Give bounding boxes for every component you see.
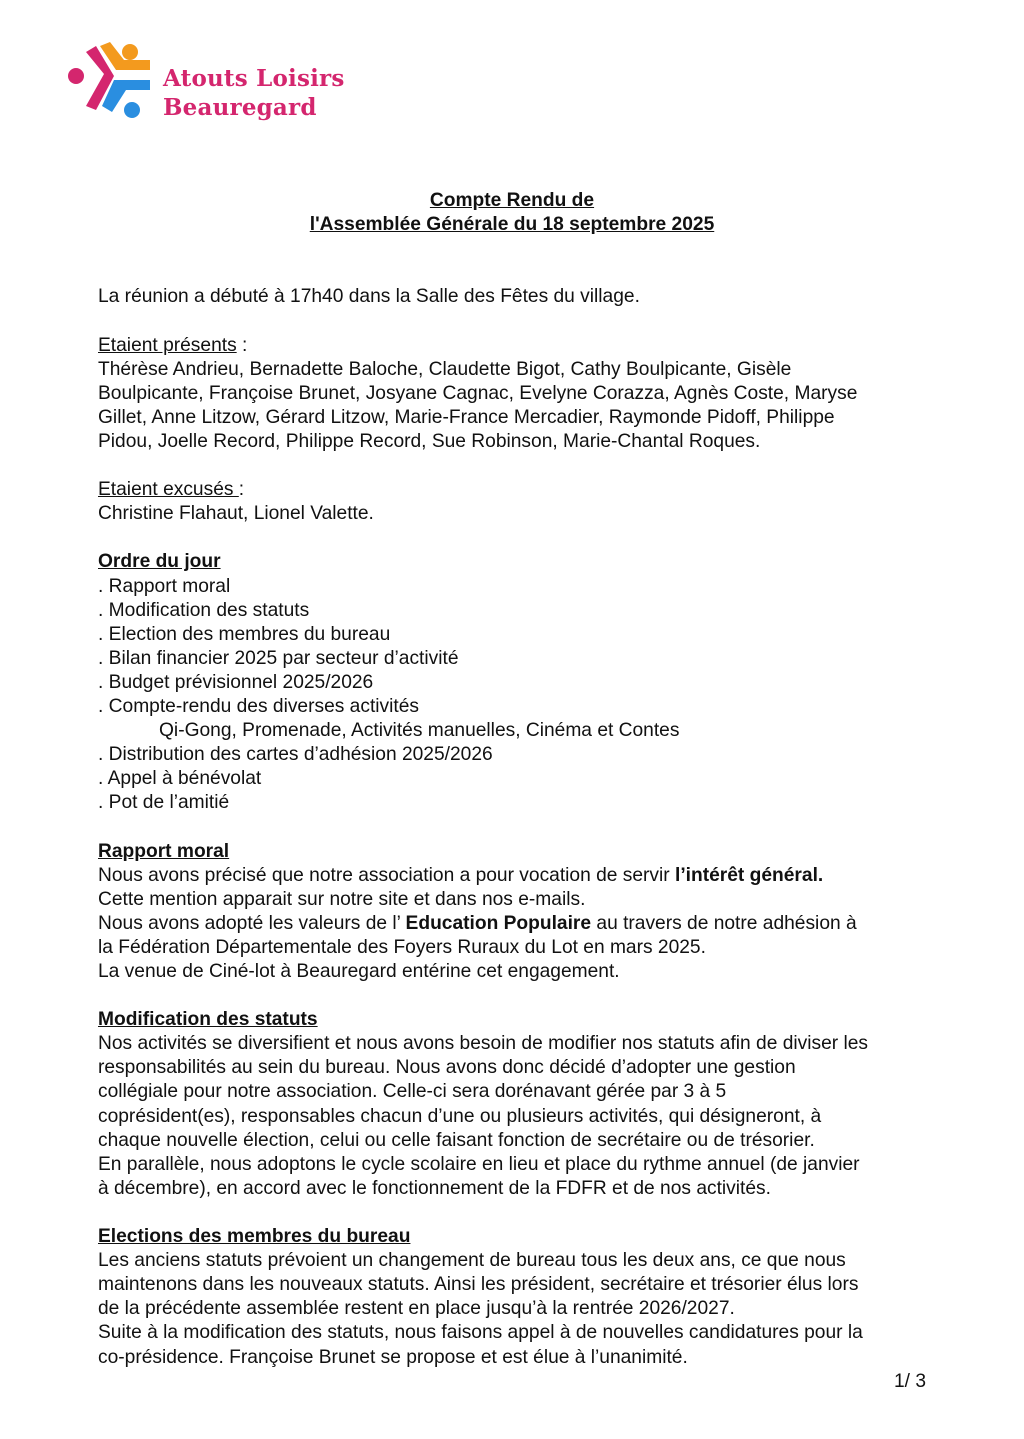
- agenda-item: . Pot de l’amitié: [98, 792, 230, 814]
- agenda-item: . Rapport moral: [98, 575, 231, 597]
- intro-text: La réunion a débuté à 17h40 dans la Salle des Fêtes du village.: [98, 286, 640, 308]
- elections-line: Les anciens statuts prévoient un changement de bureau tous les deux ans, ce que nous: [98, 1250, 846, 1272]
- excuses-label: Etaient excusés: [98, 479, 239, 501]
- statuts-line: chaque nouvelle élection, celui ou celle faisant fonction de secrétaire ou de trésorier.: [98, 1129, 815, 1151]
- logo-line-2: Beauregard: [163, 94, 317, 121]
- presents-label: Etaient présents: [98, 334, 237, 356]
- agenda-item: . Compte-rendu des diverses activités: [98, 695, 419, 717]
- agenda-item: . Election des membres du bureau: [98, 623, 391, 645]
- agenda-item: . Budget prévisionnel 2025/2026: [98, 671, 374, 693]
- agenda-subitem: Qi-Gong, Promenade, Activités manuelles, Cinéma et Contes: [159, 720, 680, 742]
- rapport-line: La venue de Ciné-lot à Beauregard entérine cet engagement.: [98, 961, 620, 982]
- document-body: [98, 189, 938, 1370]
- presents-line: Thérèse Andrieu, Bernadette Baloche, Claudette Bigot, Cathy Boulpicante, Gisèle: [98, 358, 792, 380]
- rapport-text: Nous avons adopté les valeurs de l’: [98, 912, 406, 934]
- rapport-text: au travers de notre adhésion à: [591, 912, 857, 934]
- elections-heading: Elections des membres du bureau: [98, 1226, 411, 1248]
- elections-line: Suite à la modification des statuts, nous faisons appel à de nouvelles candidatures pour la: [98, 1322, 863, 1344]
- title-line-2: l'Assemblée Générale du 18 septembre 2025: [309, 214, 715, 236]
- presents-line: Gillet, Anne Litzow, Gérard Litzow, Marie-France Mercadier, Raymonde Pidoff, Philippe: [98, 406, 835, 428]
- statuts-line: En parallèle, nous adoptons le cycle scolaire en lieu et place du rythme annuel (de janvier: [98, 1153, 860, 1175]
- agenda-item: . Distribution des cartes d’adhésion 2025/2026: [98, 744, 493, 766]
- rapport-line: [98, 912, 938, 936]
- title-line-1: Compte Rendu de: [429, 190, 595, 211]
- statuts-line: à décembre), en accord avec le fonctionnement de la FDFR et de nos activités.: [98, 1177, 771, 1199]
- page-number: 1/ 3: [893, 1371, 926, 1392]
- agenda-item: . Bilan financier 2025 par secteur d’activité: [98, 647, 459, 669]
- rapport-line: [98, 864, 938, 888]
- statuts-heading: Modification des statuts: [98, 1009, 318, 1031]
- rapport-bold: Education Populaire: [405, 912, 592, 934]
- presents-line: Boulpicante, Françoise Brunet, Josyane Cagnac, Evelyne Corazza, Agnès Coste, Maryse: [98, 382, 858, 404]
- excuses-line: Christine Flahaut, Lionel Valette.: [98, 503, 374, 525]
- logo-text: [163, 64, 345, 122]
- agenda-item: . Modification des statuts: [98, 599, 310, 621]
- statuts-line: collégiale pour notre association. Celle-ci sera dorénavant gérée par 3 à 5: [98, 1081, 727, 1103]
- statuts-line: responsabilités au sein du bureau. Nous avons donc décidé d’adopter une gestion: [98, 1057, 796, 1079]
- ordre-heading: Ordre du jour: [98, 551, 221, 573]
- rapport-bold: l’intérêt général.: [675, 864, 824, 886]
- statuts-line: Nos activités se diversifient et nous avons besoin de modifier nos statuts afin de diviser les: [98, 1033, 869, 1055]
- logo-mark-icon: [64, 40, 164, 130]
- rapport-heading: Rapport moral: [98, 840, 230, 862]
- excuses-label-line: [98, 478, 938, 502]
- rapport-line: Cette mention apparait sur notre site et dans nos e-mails.: [98, 888, 586, 910]
- logo-line-1: Atouts Loisirs: [163, 65, 345, 92]
- elections-line: de la précédente assemblée restent en place jusqu’à la rentrée 2026/2027.: [98, 1298, 735, 1320]
- rapport-line: la Fédération Départementale des Foyers Ruraux du Lot en mars 2025.: [98, 936, 706, 958]
- elections-line: maintenons dans les nouveaux statuts. Ainsi les président, secrétaire et trésorier élus lors: [98, 1274, 859, 1296]
- statuts-line: coprésident(es), responsables chacun d’une ou plusieurs activités, qui désigneront, à: [98, 1105, 822, 1127]
- presents-suffix: :: [236, 334, 248, 356]
- elections-line: co-présidence. Françoise Brunet se propose et est élue à l’unanimité.: [98, 1346, 688, 1368]
- agenda-item: . Appel à bénévolat: [98, 768, 262, 790]
- presents-line: Pidou, Joelle Record, Philippe Record, Sue Robinson, Marie-Chantal Roques.: [98, 430, 761, 452]
- excuses-suffix: :: [238, 479, 245, 501]
- rapport-text: Nous avons précisé que notre association a pour vocation de servir: [98, 864, 676, 886]
- presents-label-line: [98, 334, 938, 358]
